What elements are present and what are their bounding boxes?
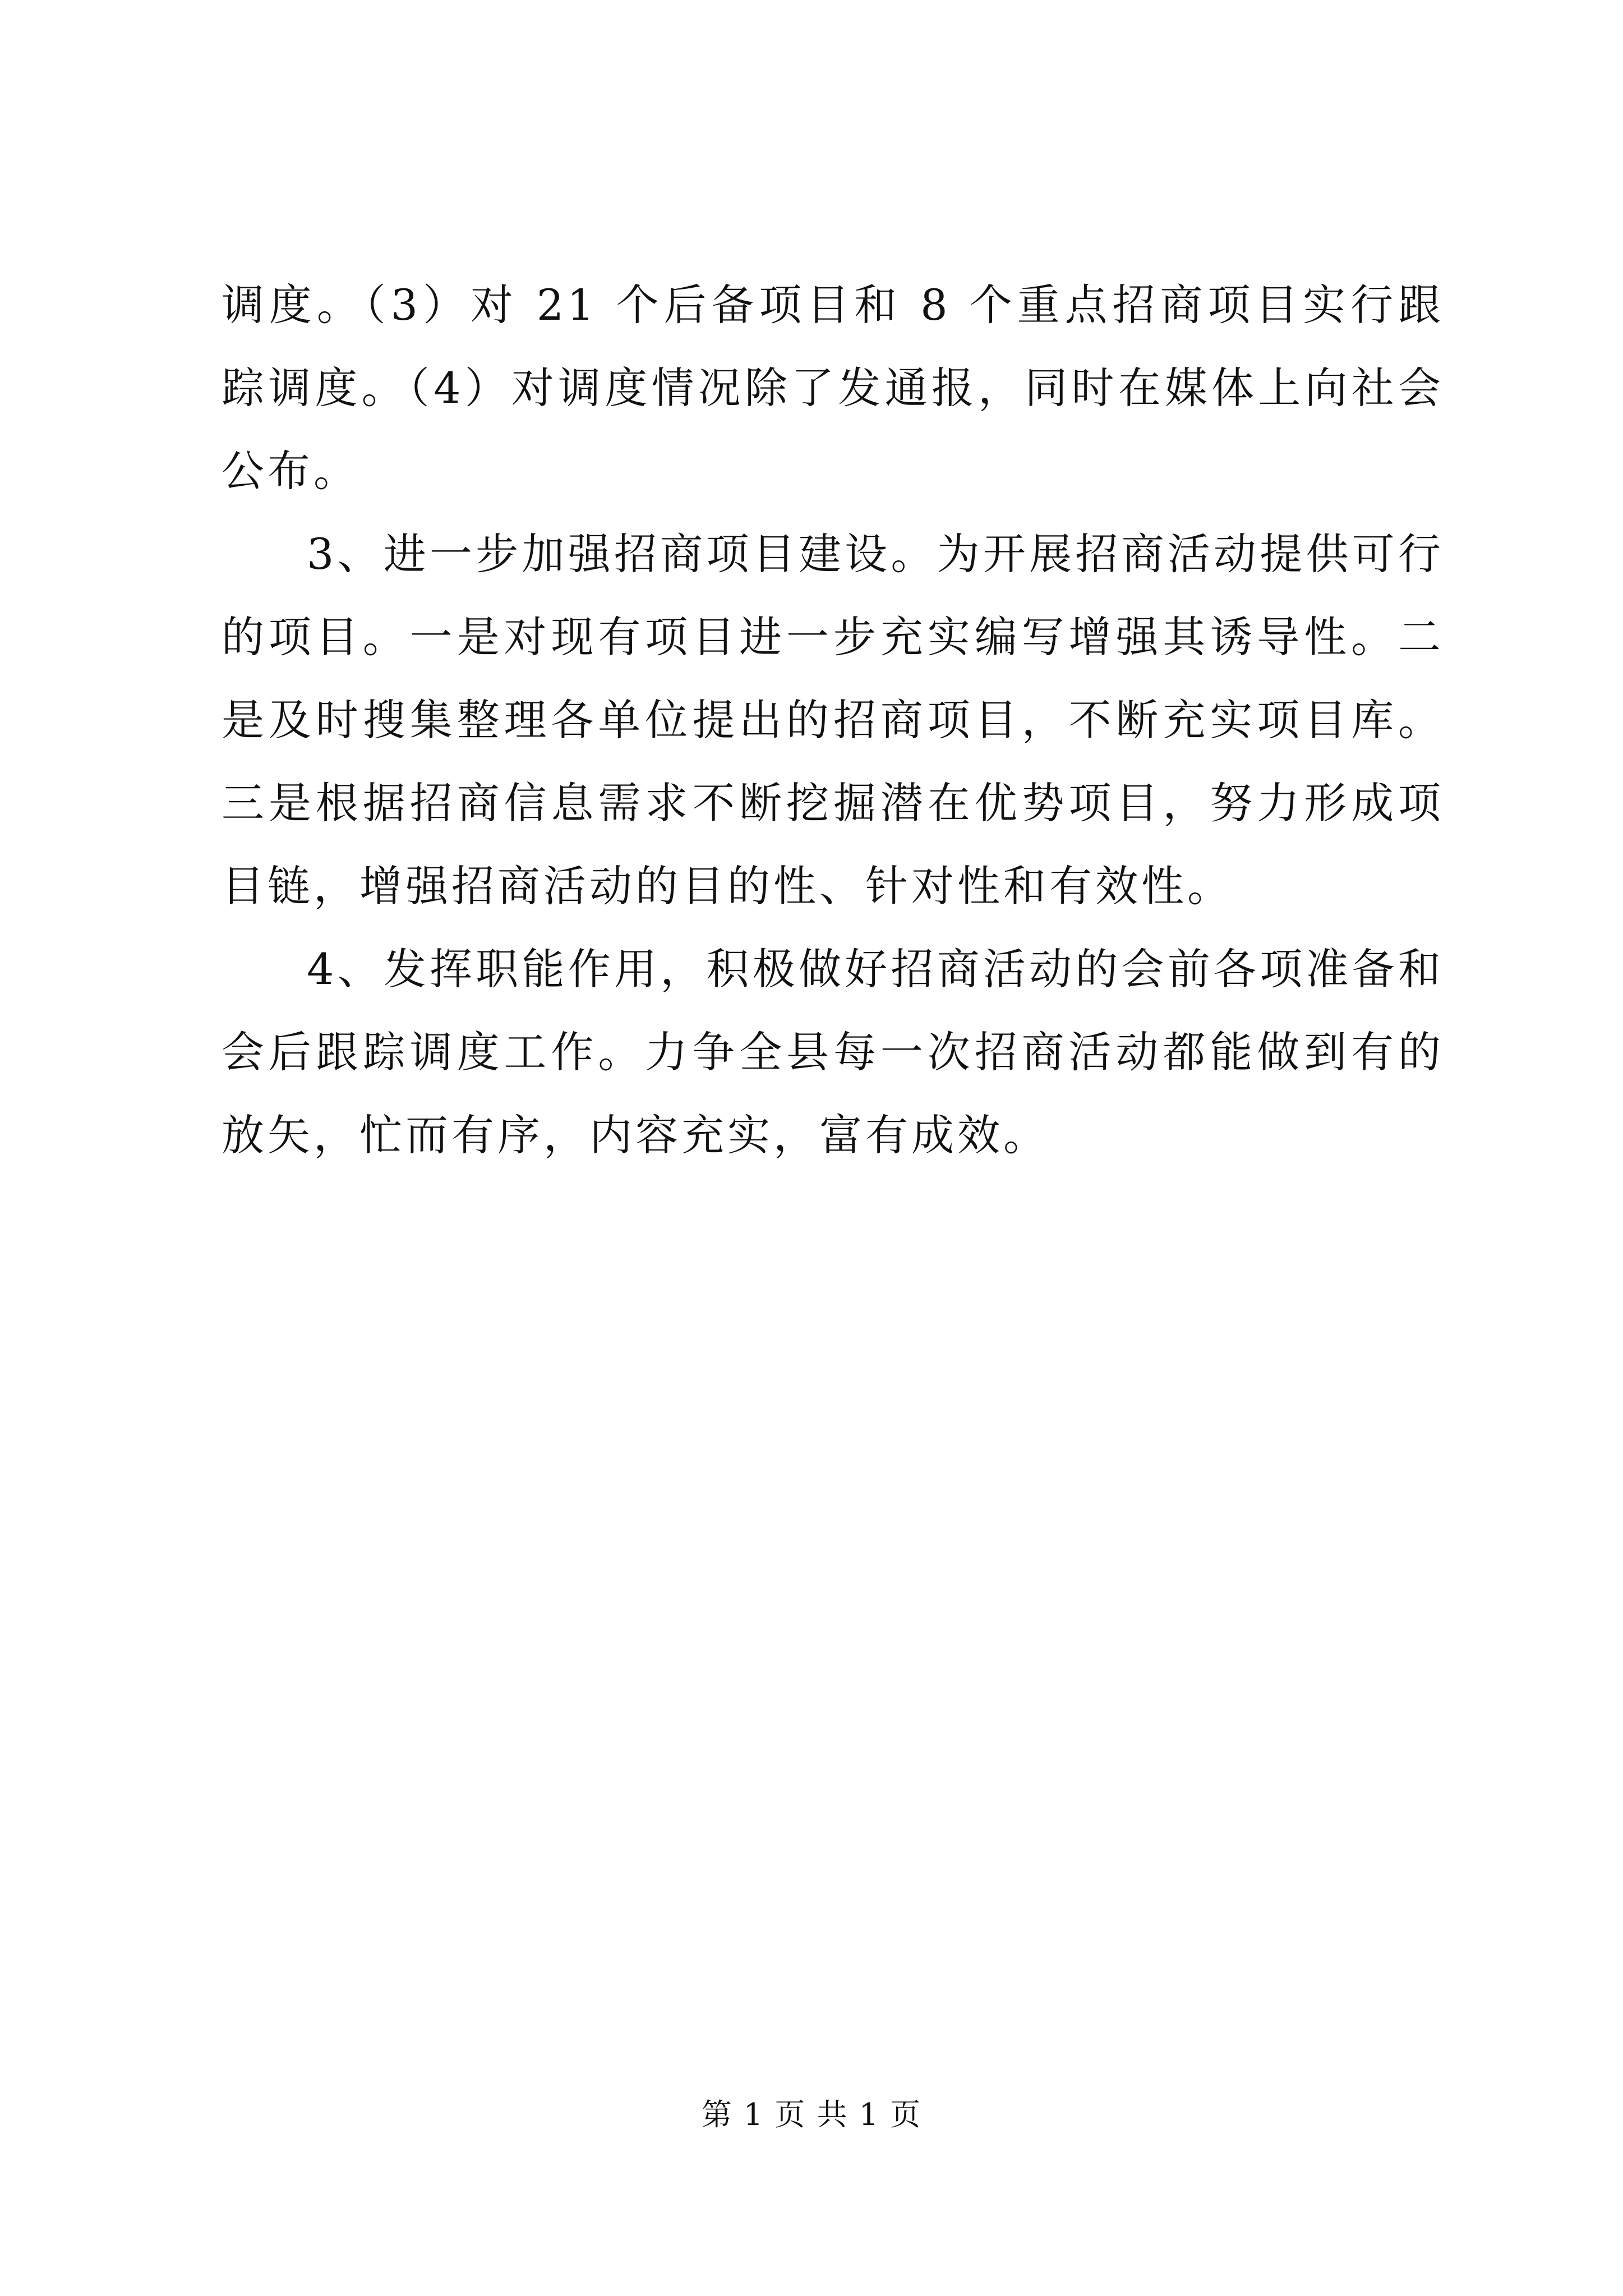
document-body: [222, 264, 1444, 1177]
page-number-footer: 第 1 页 共 1 页: [701, 2097, 922, 2132]
paragraph-scheduling: 调度。（3）对 21 个后备项目和 8 个重点招商项目实行跟踪调度。（4）对调度情况除了发通报，同时在媒体上向社会公布。: [222, 280, 1444, 496]
paragraph-project-building: 3、进一步加强招商项目建设。为开展招商活动提供可行的项目。一是对现有项目进一步充实编写增强其诱导性。二是及时搜集整理各单位提出的招商项目，不断充实项目库。三是根据招商信息需求不断挖掘潜在优势项目，努力形成项目链，增强招商活动的目的性、针对性和有效性。: [222, 529, 1444, 911]
paragraph-functional-role: 4、发挥职能作用，积极做好招商活动的会前各项准备和会后跟踪调度工作。力争全县每一次招商活动都能做到有的放矢，忙而有序，内容充实，富有成效。: [222, 944, 1444, 1160]
